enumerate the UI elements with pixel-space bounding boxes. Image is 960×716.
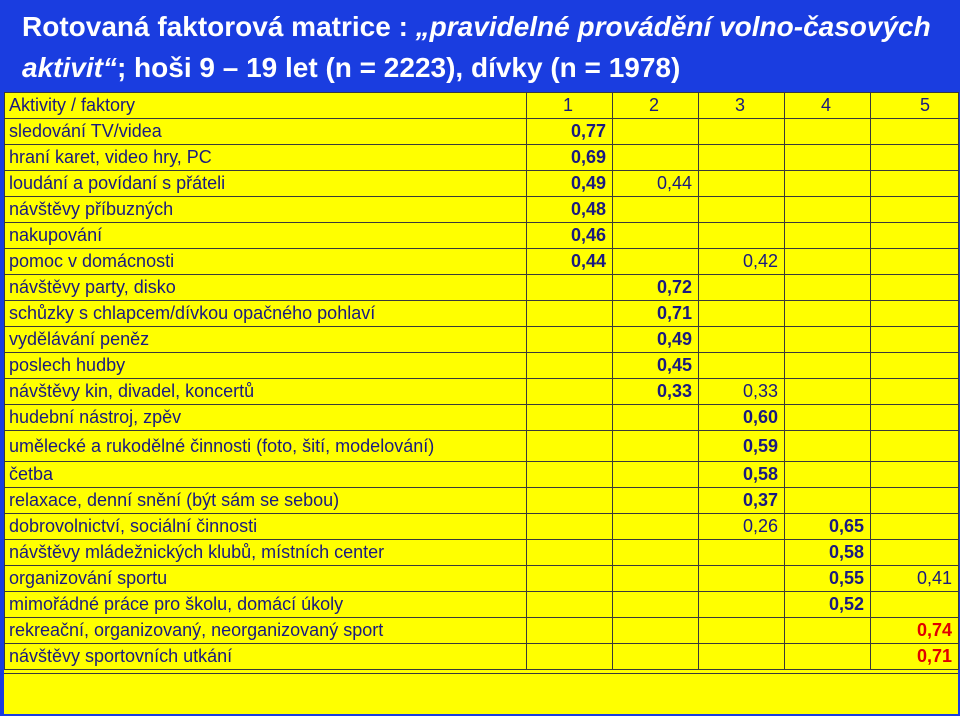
loading-cell-factor-5: 0,71 — [871, 644, 959, 670]
loading-cell-factor-1 — [527, 353, 613, 379]
loading-cell-factor-3 — [699, 119, 785, 145]
activity-label: mimořádné práce pro školu, domácí úkoly — [5, 592, 527, 618]
loading-cell-factor-1 — [527, 514, 613, 540]
loading-cell-factor-1: 0,46 — [527, 223, 613, 249]
activity-label: návštěvy kin, divadel, koncertů — [5, 379, 527, 405]
activity-label: vydělávání peněz — [5, 327, 527, 353]
loading-cell-factor-3: 0,59 — [699, 431, 785, 462]
table-bottom-fill — [4, 673, 958, 714]
loading-cell-factor-3 — [699, 618, 785, 644]
loading-cell-factor-2: 0,49 — [613, 327, 699, 353]
loading-cell-factor-4 — [785, 488, 871, 514]
header-activities: Aktivity / faktory — [5, 93, 527, 119]
loading-cell-factor-4 — [785, 405, 871, 431]
table-row — [5, 431, 959, 462]
loading-cell-factor-5 — [871, 592, 959, 618]
loading-cell-factor-5: 0,74 — [871, 618, 959, 644]
loading-cell-factor-1 — [527, 301, 613, 327]
loading-cell-factor-2 — [613, 488, 699, 514]
loading-cell-factor-2 — [613, 592, 699, 618]
activity-label: nakupování — [5, 223, 527, 249]
header-factor-5: 5 — [871, 93, 959, 119]
table-row — [5, 566, 959, 592]
title-italic: „pravidelné provádění volno-časových aktivit“ — [22, 11, 931, 83]
table-row — [5, 644, 959, 670]
table-row — [5, 301, 959, 327]
loading-cell-factor-2 — [613, 197, 699, 223]
activity-label: četba — [5, 462, 527, 488]
loading-cell-factor-5 — [871, 405, 959, 431]
loading-cell-factor-5 — [871, 119, 959, 145]
loading-cell-factor-1 — [527, 379, 613, 405]
loading-cell-factor-1 — [527, 462, 613, 488]
loading-cell-factor-4: 0,58 — [785, 540, 871, 566]
loading-cell-factor-5 — [871, 223, 959, 249]
loading-cell-factor-2 — [613, 249, 699, 275]
loading-cell-factor-4: 0,52 — [785, 592, 871, 618]
loading-cell-factor-1 — [527, 405, 613, 431]
loading-cell-factor-1 — [527, 327, 613, 353]
loading-cell-factor-5 — [871, 145, 959, 171]
activity-label: hraní karet, video hry, PC — [5, 145, 527, 171]
loading-cell-factor-1 — [527, 540, 613, 566]
loading-cell-factor-2 — [613, 223, 699, 249]
activity-label: návštěvy mládežnických klubů, místních center — [5, 540, 527, 566]
loading-cell-factor-2: 0,45 — [613, 353, 699, 379]
loading-cell-factor-3 — [699, 171, 785, 197]
activity-label: hudební nástroj, zpěv — [5, 405, 527, 431]
activity-label: relaxace, denní snění (být sám se sebou) — [5, 488, 527, 514]
activity-label: organizování sportu — [5, 566, 527, 592]
loading-cell-factor-4 — [785, 644, 871, 670]
loading-cell-factor-2 — [613, 145, 699, 171]
activity-label: schůzky s chlapcem/dívkou opačného pohlaví — [5, 301, 527, 327]
title-prefix: Rotovaná faktorová matrice : — [22, 11, 416, 42]
loading-cell-factor-5 — [871, 514, 959, 540]
loading-cell-factor-4 — [785, 275, 871, 301]
table-header-row — [5, 93, 959, 119]
loading-cell-factor-5: 0,41 — [871, 566, 959, 592]
loading-cell-factor-3 — [699, 275, 785, 301]
header-factor-4: 4 — [785, 93, 871, 119]
loading-cell-factor-1 — [527, 275, 613, 301]
loading-cell-factor-5 — [871, 540, 959, 566]
activity-label: návštěvy sportovních utkání — [5, 644, 527, 670]
activity-label: loudání a povídaní s přáteli — [5, 171, 527, 197]
loading-cell-factor-3 — [699, 353, 785, 379]
loading-cell-factor-1: 0,77 — [527, 119, 613, 145]
loading-cell-factor-1: 0,69 — [527, 145, 613, 171]
loading-cell-factor-4 — [785, 197, 871, 223]
loading-cell-factor-2 — [613, 431, 699, 462]
loading-cell-factor-4 — [785, 379, 871, 405]
table-row — [5, 462, 959, 488]
loading-cell-factor-2 — [613, 618, 699, 644]
loading-cell-factor-4 — [785, 618, 871, 644]
header-factor-2: 2 — [613, 93, 699, 119]
loading-cell-factor-5 — [871, 379, 959, 405]
loading-cell-factor-2: 0,44 — [613, 171, 699, 197]
table-row — [5, 514, 959, 540]
loading-cell-factor-4: 0,55 — [785, 566, 871, 592]
loading-cell-factor-1 — [527, 592, 613, 618]
loading-cell-factor-2 — [613, 644, 699, 670]
loading-cell-factor-1 — [527, 566, 613, 592]
loading-cell-factor-5 — [871, 327, 959, 353]
loading-cell-factor-5 — [871, 488, 959, 514]
loading-cell-factor-2 — [613, 405, 699, 431]
table-row — [5, 379, 959, 405]
activity-label: dobrovolnictví, sociální činnosti — [5, 514, 527, 540]
loading-cell-factor-1 — [527, 431, 613, 462]
loading-cell-factor-1: 0,49 — [527, 171, 613, 197]
table-row — [5, 197, 959, 223]
loading-cell-factor-1: 0,48 — [527, 197, 613, 223]
loading-cell-factor-3 — [699, 592, 785, 618]
activity-label: pomoc v domácnosti — [5, 249, 527, 275]
activity-label: umělecké a rukodělné činnosti (foto, šití, modelování) — [5, 431, 527, 462]
table-row — [5, 249, 959, 275]
table-row — [5, 171, 959, 197]
loading-cell-factor-4 — [785, 145, 871, 171]
loading-cell-factor-3 — [699, 223, 785, 249]
loading-cell-factor-5 — [871, 197, 959, 223]
table-row — [5, 405, 959, 431]
loading-cell-factor-1 — [527, 488, 613, 514]
header-factor-3: 3 — [699, 93, 785, 119]
loading-cell-factor-4 — [785, 301, 871, 327]
table-row — [5, 119, 959, 145]
loading-cell-factor-5 — [871, 353, 959, 379]
table-row — [5, 223, 959, 249]
loading-cell-factor-3: 0,26 — [699, 514, 785, 540]
loading-cell-factor-2 — [613, 540, 699, 566]
table-row — [5, 618, 959, 644]
loading-cell-factor-1: 0,44 — [527, 249, 613, 275]
activity-label: poslech hudby — [5, 353, 527, 379]
loading-cell-factor-3 — [699, 197, 785, 223]
loading-cell-factor-2: 0,33 — [613, 379, 699, 405]
loading-cell-factor-4 — [785, 431, 871, 462]
loading-cell-factor-5 — [871, 249, 959, 275]
loading-cell-factor-4: 0,65 — [785, 514, 871, 540]
page-title — [22, 6, 942, 88]
loading-cell-factor-4 — [785, 462, 871, 488]
loading-cell-factor-3 — [699, 327, 785, 353]
loading-cell-factor-2 — [613, 514, 699, 540]
table-row — [5, 145, 959, 171]
factor-matrix-panel — [4, 92, 958, 714]
loading-cell-factor-2 — [613, 566, 699, 592]
table-row — [5, 327, 959, 353]
loading-cell-factor-3 — [699, 301, 785, 327]
loading-cell-factor-5 — [871, 301, 959, 327]
table-row — [5, 275, 959, 301]
table-row — [5, 353, 959, 379]
loading-cell-factor-1 — [527, 644, 613, 670]
loading-cell-factor-4 — [785, 119, 871, 145]
loading-cell-factor-4 — [785, 223, 871, 249]
activity-label: sledování TV/videa — [5, 119, 527, 145]
loading-cell-factor-3 — [699, 644, 785, 670]
loading-cell-factor-3: 0,37 — [699, 488, 785, 514]
loading-cell-factor-4 — [785, 171, 871, 197]
loading-cell-factor-3: 0,60 — [699, 405, 785, 431]
activity-label: návštěvy příbuzných — [5, 197, 527, 223]
loading-cell-factor-3: 0,58 — [699, 462, 785, 488]
loading-cell-factor-2 — [613, 462, 699, 488]
loading-cell-factor-2: 0,72 — [613, 275, 699, 301]
table-row — [5, 540, 959, 566]
loading-cell-factor-5 — [871, 462, 959, 488]
loading-cell-factor-3 — [699, 540, 785, 566]
loading-cell-factor-1 — [527, 618, 613, 644]
loading-cell-factor-3 — [699, 145, 785, 171]
activity-label: návštěvy party, disko — [5, 275, 527, 301]
loading-cell-factor-4 — [785, 327, 871, 353]
title-suffix: ; hoši 9 – 19 let (n = 2223), dívky (n = 1978) — [116, 52, 681, 83]
loading-cell-factor-3: 0,33 — [699, 379, 785, 405]
factor-matrix-table — [4, 92, 959, 670]
loading-cell-factor-2: 0,71 — [613, 301, 699, 327]
loading-cell-factor-5 — [871, 171, 959, 197]
loading-cell-factor-2 — [613, 119, 699, 145]
loading-cell-factor-4 — [785, 353, 871, 379]
table-row — [5, 592, 959, 618]
activity-label: rekreační, organizovaný, neorganizovaný sport — [5, 618, 527, 644]
loading-cell-factor-5 — [871, 431, 959, 462]
loading-cell-factor-4 — [785, 249, 871, 275]
header-factor-1: 1 — [527, 93, 613, 119]
table-row — [5, 488, 959, 514]
loading-cell-factor-3: 0,42 — [699, 249, 785, 275]
loading-cell-factor-3 — [699, 566, 785, 592]
loading-cell-factor-5 — [871, 275, 959, 301]
